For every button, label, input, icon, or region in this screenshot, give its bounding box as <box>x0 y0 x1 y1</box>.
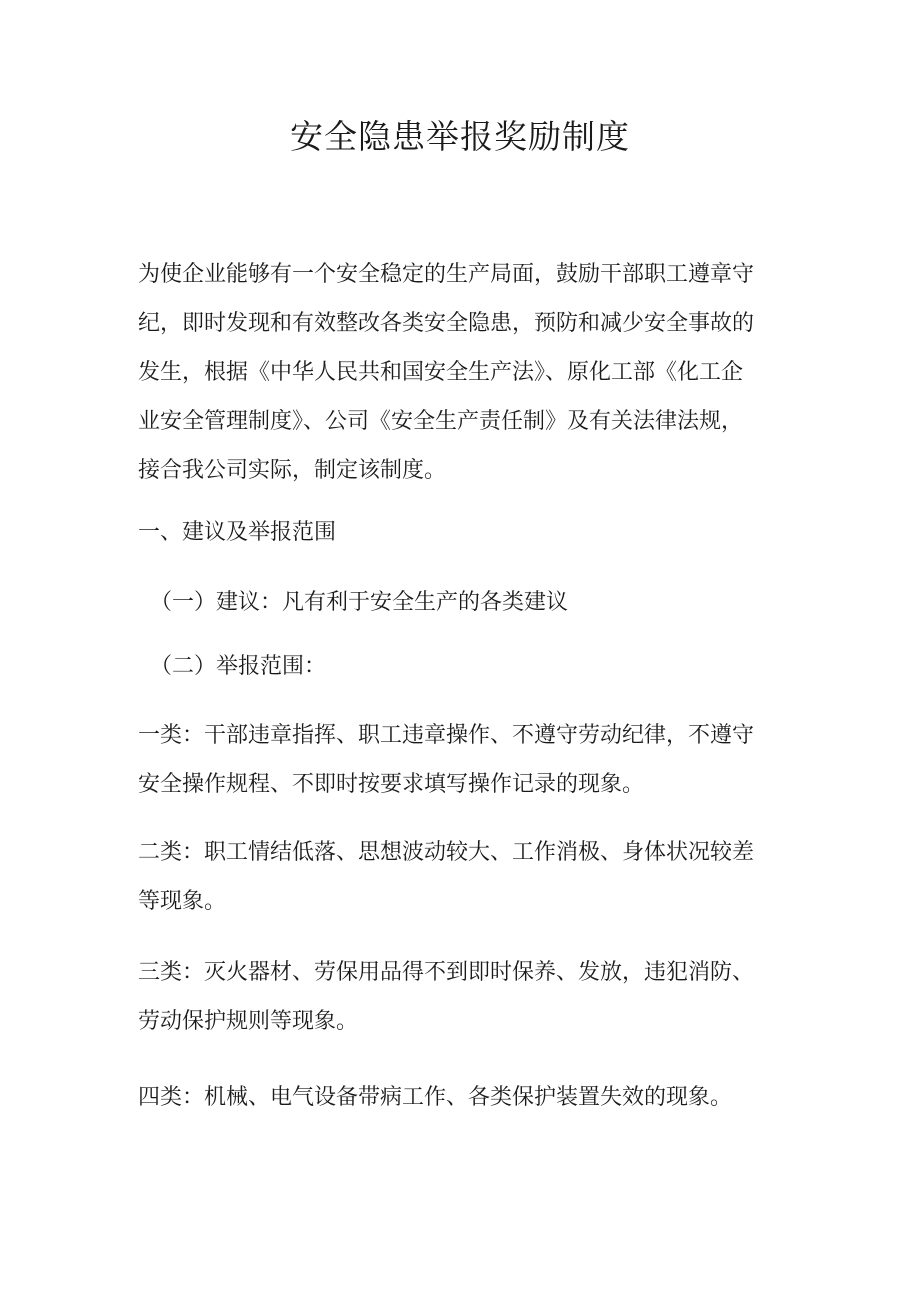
subsection-report-scope: （二）举报范围： <box>150 654 327 679</box>
subsection-suggestion: （一）建议：凡有利于安全生产的各类建议 <box>150 590 569 615</box>
document-title: 安全隐患举报奖励制度 <box>290 117 630 156</box>
intro-paragraph <box>138 250 798 495</box>
class-2-line: 等现象。 <box>138 889 227 914</box>
class-2-paragraph <box>138 828 798 926</box>
intro-line: 接合我公司实际，制定该制度。 <box>138 458 447 483</box>
class-1-paragraph <box>138 711 798 809</box>
intro-line: 业安全管理制度》、公司《安全生产责任制》及有关法律法规， <box>138 409 744 434</box>
intro-line: 纪，即时发现和有效整改各类安全隐患，预防和减少安全事故的 <box>138 311 755 336</box>
class-2-line: 二类：职工情结低落、思想波动较大、工作消极、身体状况较差 <box>138 840 755 865</box>
section-heading-1: 一、建议及举报范围 <box>138 520 337 545</box>
class-1-line: 安全操作规程、不即时按要求填写操作记录的现象。 <box>138 772 645 797</box>
intro-line: 为使企业能够有一个安全稳定的生产局面，鼓励干部职工遵章守 <box>138 262 755 287</box>
class-1-line: 一类：干部违章指挥、职工违章操作、不遵守劳动纪律，不遵守 <box>138 723 755 748</box>
class-4-line: 四类：机械、电气设备带病工作、各类保护装置失效的现象。 <box>138 1085 733 1110</box>
class-3-paragraph <box>138 948 798 1046</box>
class-3-line: 劳动保护规则等现象。 <box>138 1009 359 1034</box>
intro-line: 发生，根据《中华人民共和国安全生产法》、原化工部《化工企 <box>138 360 744 385</box>
class-4-paragraph <box>138 1073 798 1122</box>
class-3-line: 三类：灭火器材、劳保用品得不到即时保养、发放，违犯消防、 <box>138 960 755 985</box>
